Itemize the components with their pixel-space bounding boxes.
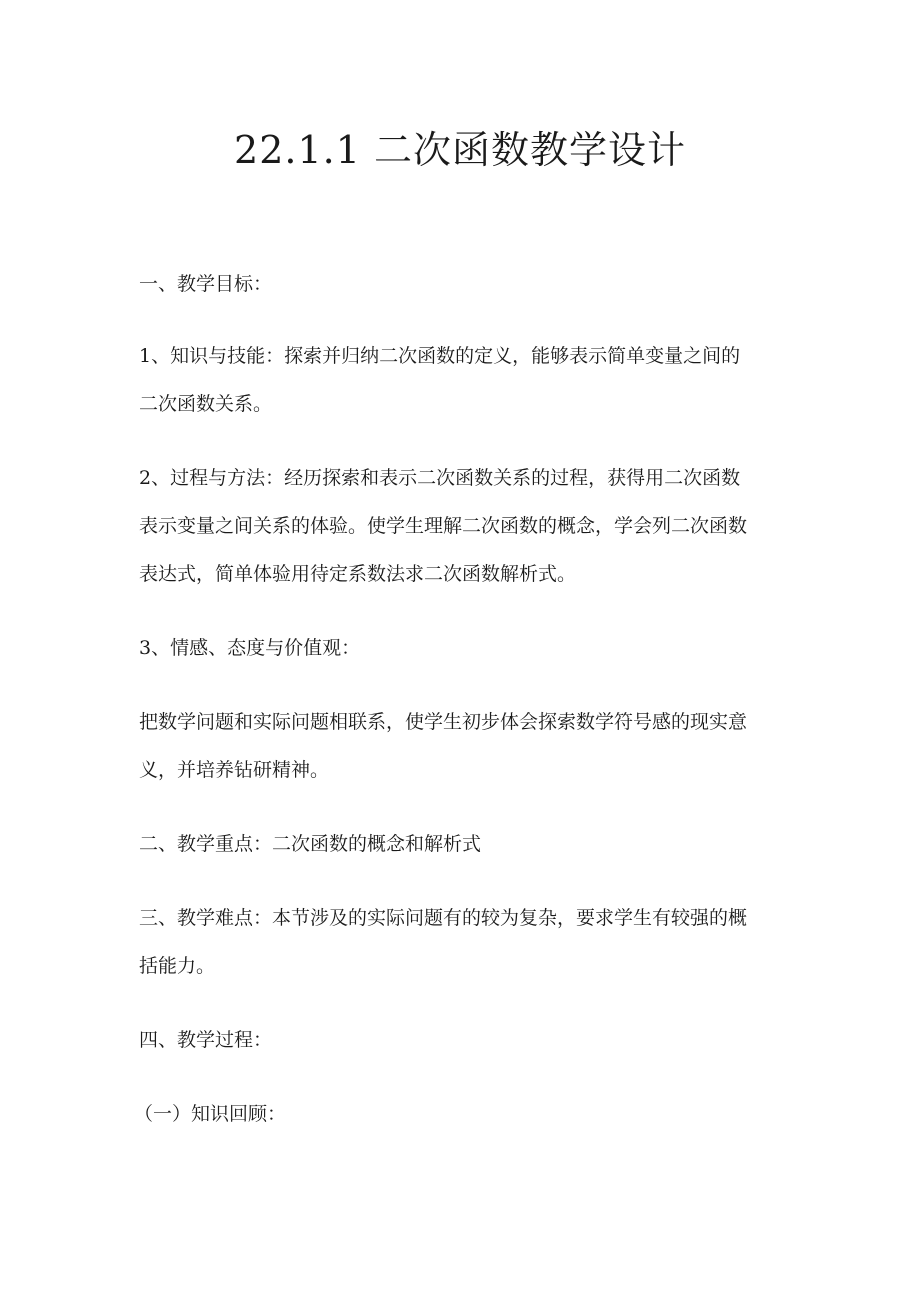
paragraph-line: 3、情感、态度与价值观：: [139, 637, 361, 659]
paragraph-line: 2、过程与方法：经历探索和表示二次函数关系的过程，获得用二次函数: [139, 467, 741, 489]
section-heading-difficulties: 三、教学难点：本节涉及的实际问题有的较为复杂，要求学生有较强的概: [139, 907, 748, 929]
paragraph-line: 括能力。: [139, 955, 216, 977]
section-heading-process: 四、教学过程：: [139, 1029, 273, 1051]
paragraph-line: 二次函数关系。: [139, 393, 273, 415]
paragraph-line: 把数学问题和实际问题相联系，使学生初步体会探索数学符号感的现实意: [139, 711, 748, 733]
document-title: 22.1.1 二次函数教学设计: [234, 128, 686, 172]
paragraph-line: 1、知识与技能：探索并归纳二次函数的定义，能够表示简单变量之间的: [139, 345, 741, 367]
section-heading-key-points: 二、教学重点：二次函数的概念和解析式: [139, 833, 482, 855]
paragraph-line: 表示变量之间关系的体验。使学生理解二次函数的概念，学会列二次函数: [139, 515, 748, 537]
section-heading-objectives: 一、教学目标：: [139, 273, 273, 295]
paragraph-line: 义，并培养钻研精神。: [139, 759, 330, 781]
subsection-heading-review: （一）知识回顾：: [134, 1103, 287, 1125]
paragraph-line: 表达式，简单体验用待定系数法求二次函数解析式。: [139, 563, 577, 585]
